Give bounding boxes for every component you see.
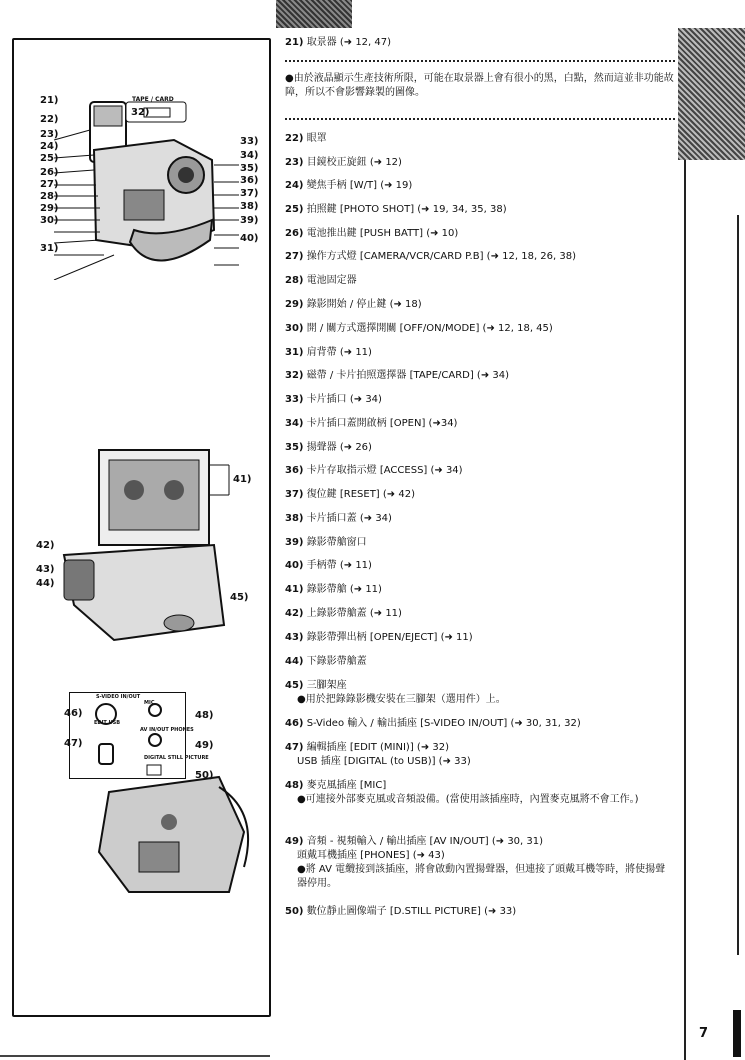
margin-line	[684, 160, 686, 1060]
callout-21: 21)	[40, 95, 59, 106]
list-item: 38) 卡片插口蓋 (➜ 34)	[285, 513, 392, 524]
list-item: 32) 磁帶 / 卡片拍照選擇器 [TAPE/CARD] (➜ 34)	[285, 370, 510, 381]
s-video-jack-label: S-VIDEO IN/OUT	[96, 694, 141, 700]
list-item: 22) 眼罩	[285, 133, 327, 144]
edge-bar	[733, 1010, 741, 1057]
section-tab	[678, 28, 745, 160]
list-item: 36) 卡片存取指示燈 [ACCESS] (➜ 34)	[285, 465, 463, 476]
list-item: 34) 卡片插口蓋開啟柄 [OPEN] (➜34)	[285, 418, 458, 429]
callout-39: 39)	[240, 215, 259, 226]
list-item: 41) 錄影帶艙 (➜ 11)	[285, 584, 382, 595]
list-item: 48) 麥克風插座 [MIC]	[285, 780, 387, 791]
callout-48: 48)	[195, 710, 214, 721]
list-item: 46) S-Video 輸入 / 輸出插座 [S-VIDEO IN/OUT] (➜ 30, 31, 32)	[285, 718, 581, 729]
callout-45: 45)	[230, 592, 249, 603]
list-item: 39) 錄影帶艙窗口	[285, 537, 367, 548]
list-item: 50) 數位靜止圖像端子 [D.STILL PICTURE] (➜ 33)	[285, 906, 517, 917]
callout-32: 32)	[131, 107, 150, 118]
callout-29: 29)	[40, 203, 59, 214]
phones-line: 頭戴耳機插座 [PHONES] (➜ 43)	[297, 850, 445, 861]
callout-33: 33)	[240, 136, 259, 147]
usb-line: USB 插座 [DIGITAL (to USB)] (➜ 33)	[297, 756, 471, 767]
callout-35: 35)	[240, 163, 259, 174]
divider-bottom	[285, 118, 675, 120]
list-item: 25) 拍照鍵 [PHOTO SHOT] (➜ 19, 34, 35, 38)	[285, 204, 507, 215]
av-jack-label: AV IN/OUT PHONES	[140, 727, 194, 733]
callout-28: 28)	[40, 191, 59, 202]
list-item: 29) 錄影開始 / 停止鍵 (➜ 18)	[285, 299, 422, 310]
list-item: 47) 編輯插座 [EDIT (MINI)] (➜ 32)	[285, 742, 449, 753]
callout-25: 25)	[40, 153, 59, 164]
mic-jack-label: MIC	[144, 700, 155, 706]
list-item: 49) 音頻 - 視頻輸入 / 輸出插座 [AV IN/OUT] (➜ 30, 31)	[285, 836, 544, 847]
callout-42: 42)	[36, 540, 55, 551]
edit-jack-label: EDIT USB	[94, 720, 121, 726]
list-item: 31) 肩背帶 (➜ 11)	[285, 347, 372, 358]
callout-34: 34)	[240, 150, 259, 161]
callout-40: 40)	[240, 233, 259, 244]
list-item: 44) 下錄影帶艙蓋	[285, 656, 367, 667]
list-item: 21) 取景器 (➜ 12, 47)	[285, 37, 392, 48]
list-item: 42) 上錄影帶艙蓋 (➜ 11)	[285, 608, 402, 619]
page-number: 7	[699, 1026, 709, 1041]
callout-38: 38)	[240, 201, 259, 212]
tripod-note: ●用於把錄錄影機安裝在三腳架（選用件）上。	[297, 694, 506, 705]
callout-23: 23)	[40, 129, 59, 140]
viewfinder-note: ●由於液晶顯示生產技術所限，可能在取景器上會有很小的黑，白點，然而這並非功能故障，所以不會影響錄製的圖像。	[285, 73, 674, 98]
header-block	[276, 0, 352, 28]
callout-27: 27)	[40, 179, 59, 190]
callout-22: 22)	[40, 114, 59, 125]
list-item: 45) 三腳架座	[285, 680, 347, 691]
list-item: 23) 目鏡校正旋鈕 (➜ 12)	[285, 157, 402, 168]
callout-24: 24)	[40, 141, 59, 152]
digital-jack-label: DIGITAL STILL PICTURE	[144, 755, 209, 761]
list-item: 40) 手柄帶 (➜ 11)	[285, 560, 372, 571]
list-item: 35) 揚聲器 (➜ 26)	[285, 442, 372, 453]
callout-26: 26)	[40, 167, 59, 178]
cassette-compartment-figure	[54, 445, 244, 645]
callout-43: 43)	[36, 564, 55, 575]
list-item: 37) 復位鍵 [RESET] (➜ 42)	[285, 489, 415, 500]
list-item: 27) 操作方式燈 [CAMERA/VCR/CARD P.B] (➜ 12, 18, 26, 38)	[285, 251, 577, 262]
camcorder-front-figure	[34, 90, 259, 280]
list-item: 24) 變焦手柄 [W/T] (➜ 19)	[285, 180, 413, 191]
callout-31: 31)	[40, 243, 59, 254]
illustration-panel	[12, 38, 271, 1017]
list-item: 43) 錄影帶彈出柄 [OPEN/EJECT] (➜ 11)	[285, 632, 473, 643]
callout-49: 49)	[195, 740, 214, 751]
list-item: 26) 電池推出鍵 [PUSH BATT] (➜ 10)	[285, 228, 459, 239]
list-item: 30) 開 / 關方式選擇開關 [OFF/ON/MODE] (➜ 12, 18, 45)	[285, 323, 553, 334]
callout-41: 41)	[233, 474, 252, 485]
callout-36: 36)	[240, 175, 259, 186]
divider-top	[285, 60, 675, 62]
callout-46: 46)	[64, 708, 83, 719]
list-item: 28) 電池固定器	[285, 275, 357, 286]
callout-47: 47)	[64, 738, 83, 749]
list-item: 33) 卡片插口 (➜ 34)	[285, 394, 382, 405]
margin-line-right	[737, 215, 739, 955]
callout-50: 50)	[195, 770, 214, 781]
mic-note: ●可連接外部麥克風或音頻設備。(當使用該插座時，內置麥克風將不會工作。)	[297, 794, 639, 805]
callout-37: 37)	[240, 188, 259, 199]
callout-44: 44)	[36, 578, 55, 589]
callout-30: 30)	[40, 215, 59, 226]
av-note: ●將 AV 電纜接到該插座，將會啟動內置揚聲器，但連接了頭戴耳機等時，將使揚聲器停用。	[297, 864, 666, 889]
tape-card-tag: TAPE / CARD	[132, 96, 174, 103]
